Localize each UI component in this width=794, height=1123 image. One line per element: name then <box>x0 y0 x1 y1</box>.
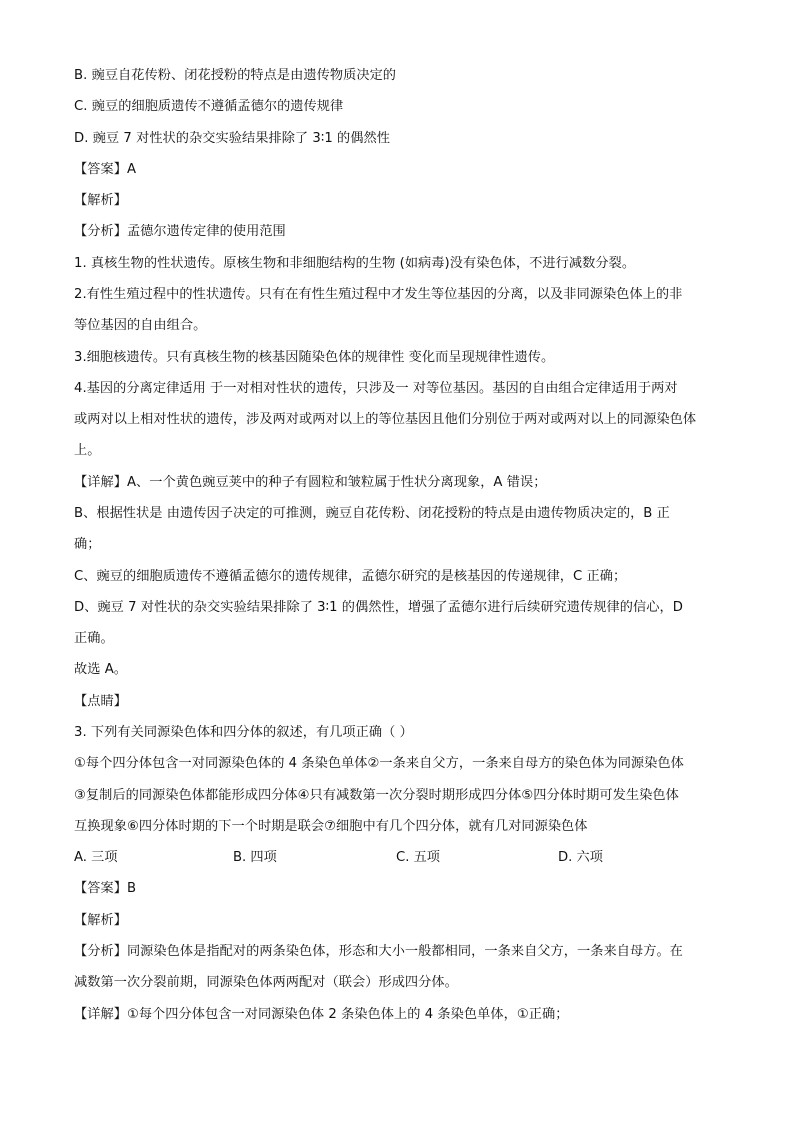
text-line: 减数第一次分裂前期，同源染色体两两配对（联会）形成四分体。 <box>74 975 458 990</box>
text-line: 或两对以上相对性状的遗传，涉及两对或两对以上的等位基因且他们分别位于两对或两对以上的同源染色体 <box>74 412 697 427</box>
text-line: 【详解】A、一个黄色豌豆荚中的种子有圆粒和皱粒属于性状分离现象，A 错误； <box>74 475 547 490</box>
text-line: B. 豌豆自花传粉、闭花授粉的特点是由遗传物质决定的 <box>74 68 397 83</box>
text-line: 互换现象⑥四分体时期的下一个时期是联会⑦细胞中有几个四分体，就有几对同源染色体 <box>74 819 588 834</box>
text-line: 【详解】①每个四分体包含一对同源染色体 2 条染色体上的 4 条染色单体，①正确； <box>74 1007 569 1022</box>
option-d: D. 六项 <box>558 850 603 865</box>
option-c: C. 五项 <box>396 850 440 865</box>
text-line: D. 豌豆 7 对性状的杂交实验结果排除了 3∶1 的偶然性 <box>74 131 390 146</box>
text-line: 上。 <box>74 443 101 458</box>
option-a: A. 三项 <box>74 850 118 865</box>
tips-heading: 【点睛】 <box>74 694 127 709</box>
text-line: 【分析】孟德尔遗传定律的使用范围 <box>74 224 286 239</box>
text-line: 等位基因的自由组合。 <box>74 318 207 333</box>
option-b: B. 四项 <box>233 850 277 865</box>
text-line: B、根据性状是 由遗传因子决定的可推测，豌豆自花传粉、闭花授粉的特点是由遗传物质决定的，B 正 <box>74 506 670 521</box>
text-line: 1. 真核生物的性状遗传。原核生物和非细胞结构的生物 (如病毒)没有染色体，不进行减数分裂。 <box>74 256 636 271</box>
text-line: D、豌豆 7 对性状的杂交实验结果排除了 3∶1 的偶然性，增强了孟德尔进行后续研究遗传规律的信心，D <box>74 600 683 615</box>
question-stem: 3. 下列有关同源染色体和四分体的叙述，有几项正确（ ） <box>74 725 413 740</box>
text-line: 2.有性生殖过程中的性状遗传。只有在有性生殖过程中才发生等位基因的分离，以及非同源染色体上的非 <box>74 287 683 302</box>
text-line: C、豌豆的细胞质遗传不遵循孟德尔的遗传规律，孟德尔研究的是核基因的传递规律，C 正确； <box>74 569 627 584</box>
answer-label: 【答案】A <box>74 162 137 177</box>
text-line: 3.细胞核遗传。只有真核生物的核基因随染色体的规律性 变化而呈现规律性遗传。 <box>74 350 555 365</box>
text-line: ①每个四分体包含一对同源染色体的 4 条染色单体②一条来自父方，一条来自母方的染色体为同源染色体 <box>74 756 684 771</box>
text-line: 4.基因的分离定律适用 于一对相对性状的遗传，只涉及一 对等位基因。基因的自由组合定律适用于两对 <box>74 381 678 396</box>
answer-label: 【答案】B <box>74 881 137 896</box>
text-line: 确； <box>74 537 101 552</box>
text-line: C. 豌豆的细胞质遗传不遵循孟德尔的遗传规律 <box>74 99 344 114</box>
text-line: ③复制后的同源染色体都能形成四分体④只有减数第一次分裂时期形成四分体⑤四分体时期可发生染色体 <box>74 788 679 803</box>
text-line: 故选 A。 <box>74 662 128 677</box>
analysis-heading: 【解析】 <box>74 193 127 208</box>
text-line: 正确。 <box>74 631 114 646</box>
analysis-heading: 【解析】 <box>74 913 127 928</box>
text-line: 【分析】同源染色体是指配对的两条染色体，形态和大小一般都相同，一条来自父方，一条来自母方。在 <box>74 944 683 959</box>
